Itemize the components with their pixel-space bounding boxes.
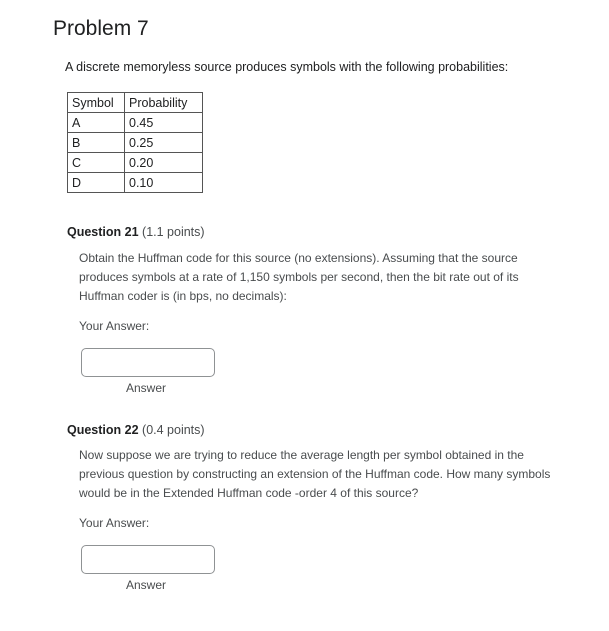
table-row: [68, 133, 203, 153]
table-header-row: [68, 93, 203, 113]
table-row: [68, 113, 203, 133]
question-22-text: Now suppose we are trying to reduce the average length per symbol obtained in the previous question by constructing an extension of the Huffman code. How many symbols would be in the Extended Huffman code -order 4 of this source?: [79, 448, 551, 500]
table-row: [68, 173, 203, 193]
question-21-answer-caption: Answer: [126, 381, 167, 395]
table-row: [68, 153, 203, 173]
probability-cell: 0.10: [125, 173, 203, 193]
symbol-cell: C: [68, 153, 125, 173]
symbol-cell: B: [68, 133, 125, 153]
question-21-text: Obtain the Huffman code for this source (no extensions). Assuming that the source produces symbols at a rate of 1,150 symbols per second, then the bit rate out of its Huffman coder is (in bps, no decimals):: [79, 251, 519, 303]
question-21-answer-input[interactable]: [81, 348, 215, 377]
question-21-points: (1.1 points): [142, 225, 205, 239]
page-title: Problem 7: [53, 17, 149, 40]
question-22-points: (0.4 points): [142, 423, 205, 437]
probability-cell: 0.20: [125, 153, 203, 173]
question-21-title: Question 21: [67, 225, 139, 239]
question-21-answer-label: Your Answer:: [79, 319, 150, 333]
symbol-cell: A: [68, 113, 125, 133]
question-22-answer-caption: Answer: [126, 578, 167, 592]
question-22-header: [67, 423, 205, 437]
probability-table: [67, 92, 203, 193]
problem-intro: A discrete memoryless source produces symbols with the following probabilities:: [65, 60, 509, 74]
question-22-answer-input[interactable]: [81, 545, 215, 574]
probability-cell: 0.25: [125, 133, 203, 153]
column-header-probability: Probability: [125, 93, 203, 113]
probability-cell: 0.45: [125, 113, 203, 133]
question-21-header: [67, 225, 205, 239]
column-header-symbol: Symbol: [68, 93, 125, 113]
symbol-cell: D: [68, 173, 125, 193]
question-22-title: Question 22: [67, 423, 139, 437]
question-22-answer-label: Your Answer:: [79, 516, 150, 530]
